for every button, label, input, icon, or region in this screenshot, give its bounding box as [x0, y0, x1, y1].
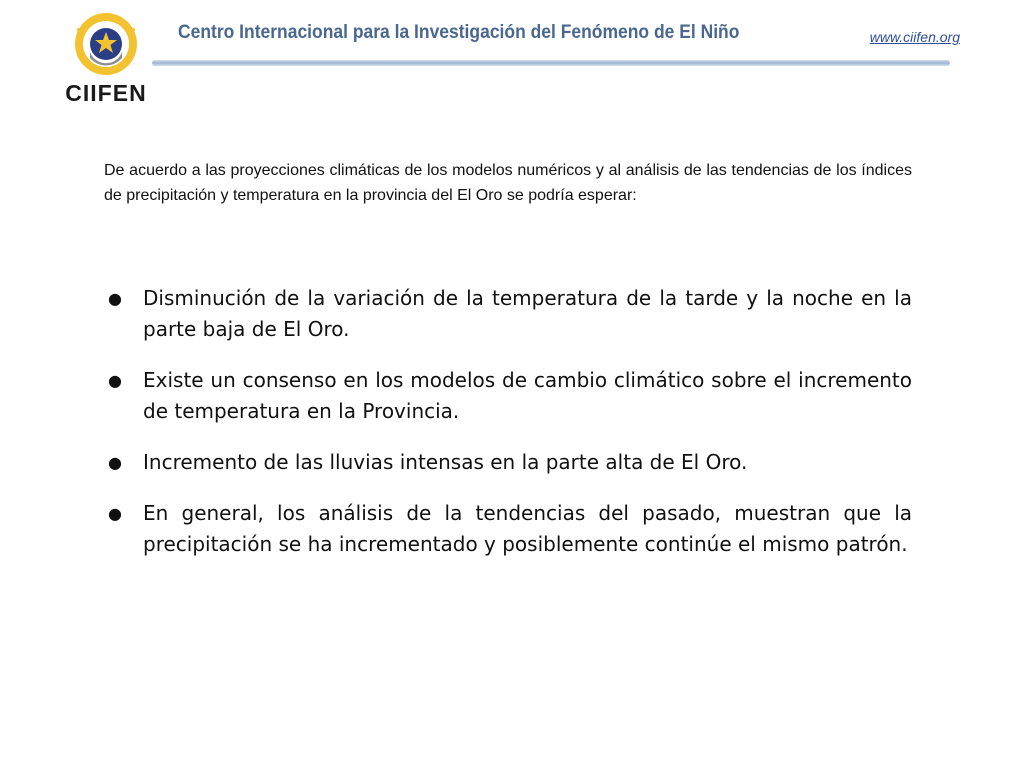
list-item: [104, 498, 912, 560]
logo-text: CIIFEN: [65, 80, 147, 106]
website-link[interactable]: www.ciifen.org: [869, 29, 960, 45]
bullet-point-icon: ●: [108, 289, 122, 308]
intro-paragraph: De acuerdo a las proyecciones climáticas de los modelos numéricos y al análisis de las tendencias de los índices de precipitación y temperatura en la provincia del El Oro se podría esperar:: [104, 162, 912, 204]
list-item: [104, 283, 912, 345]
ciifen-logo: [58, 8, 154, 104]
bullet-text: En general, los análisis de la tendencias del pasado, muestran que la precipitación se ha incrementado y posiblemente continúe el mismo patrón.: [143, 501, 912, 556]
list-item: [104, 365, 912, 427]
bullet-point-icon: ●: [108, 371, 122, 390]
list-item: [104, 447, 912, 478]
header-title: Centro Internacional para la Investigación del Fenómeno de El Niño: [178, 22, 740, 43]
bullet-point-icon: ●: [108, 453, 122, 472]
bullet-text: Disminución de la variación de la temperatura de la tarde y la noche en la parte baja de El Oro.: [143, 286, 912, 341]
header-divider: [152, 60, 950, 66]
bullet-text: Existe un consenso en los modelos de cambio climático sobre el incremento de temperatura en la Provincia.: [143, 368, 912, 423]
bullet-point-icon: ●: [108, 504, 122, 523]
bullet-list: [104, 283, 912, 580]
ciifen-emblem-icon: [64, 8, 148, 80]
bullet-text: Incremento de las lluvias intensas en la parte alta de El Oro.: [143, 450, 748, 474]
